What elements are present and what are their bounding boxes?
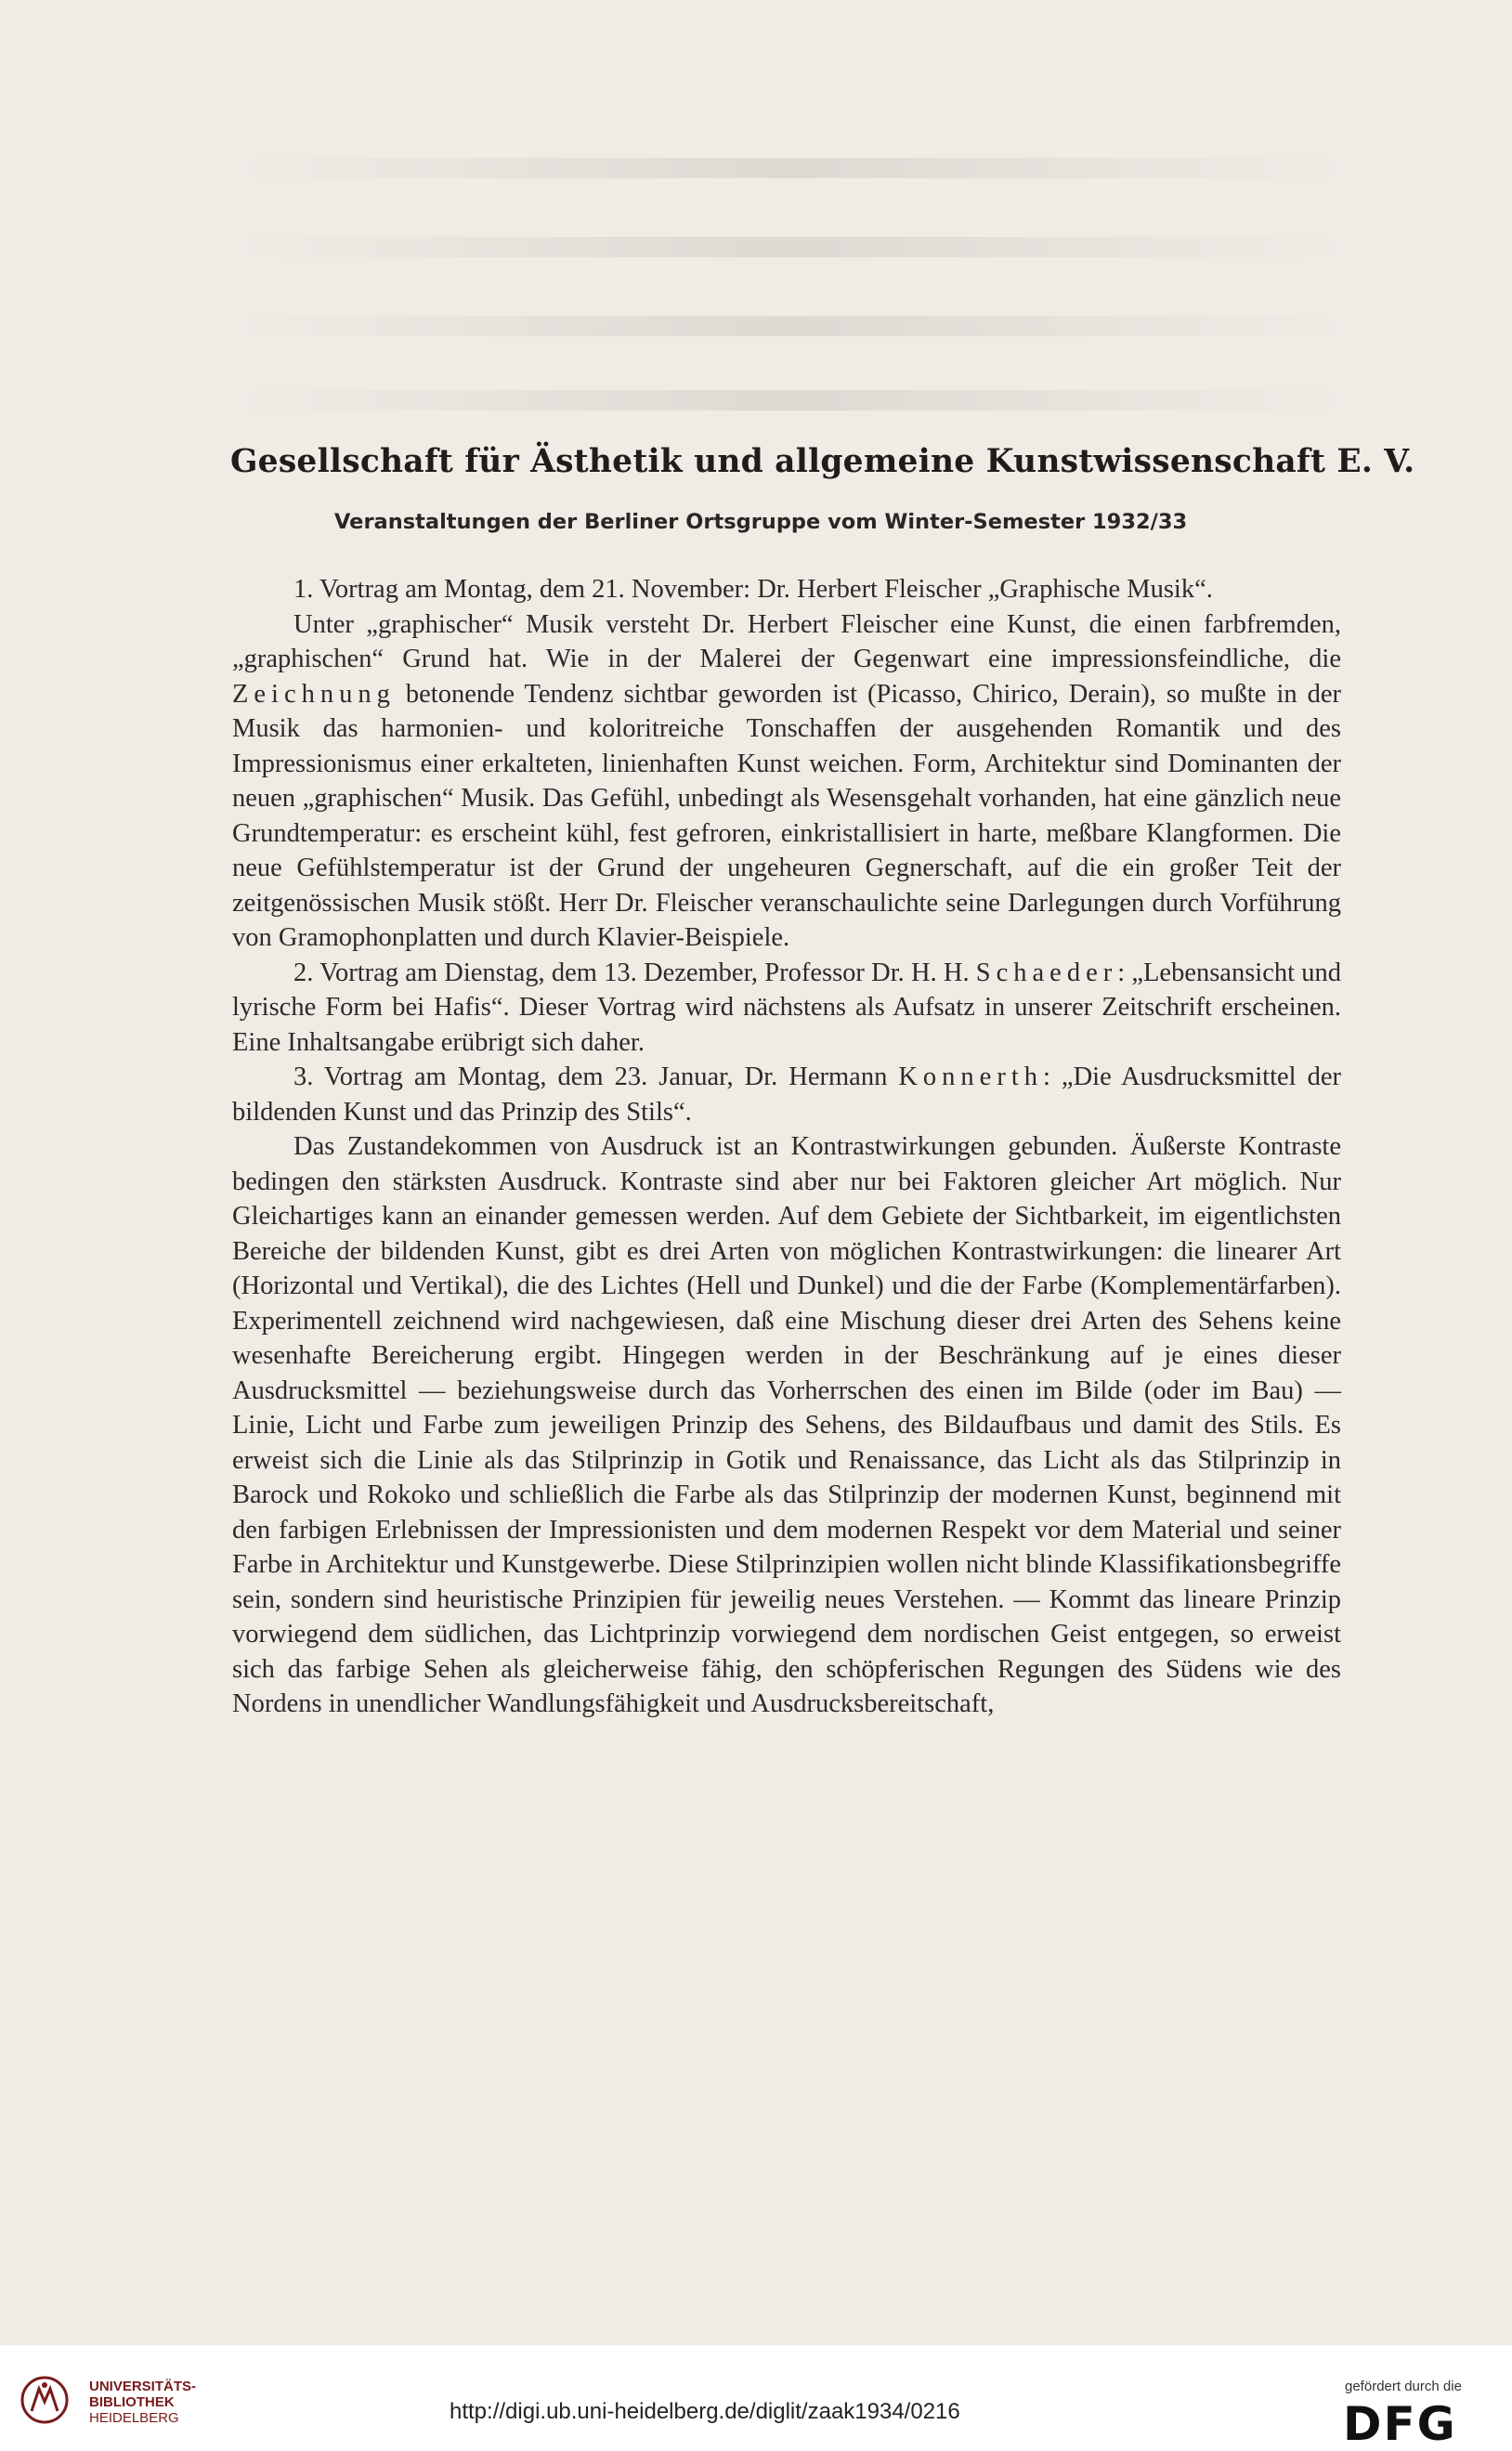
library-logo-text[interactable] bbox=[89, 2379, 196, 2426]
bleed-through-shadow bbox=[232, 237, 1347, 257]
paragraph-text: : „Lebensansicht und lyrische Form bei Hafis“. Dieser Vortrag wird nächstens als Aufsatz in unserer Zeitschrift erscheinen. Eine Inhaltsangabe erübrigt sich daher. bbox=[232, 958, 1341, 1057]
page-title: Gesellschaft für Ästhetik und allgemeine Kunstwissenschaft E. V. bbox=[230, 443, 1415, 480]
library-name-line: UNIVERSITÄTS- bbox=[89, 2379, 197, 2394]
dfg-logo[interactable]: DFG bbox=[1343, 2397, 1457, 2451]
university-seal-icon bbox=[19, 2374, 74, 2426]
viewer-footer bbox=[0, 2345, 1512, 2451]
page-subtitle: Veranstaltungen der Berliner Ortsgruppe vom Winter-Semester 1932/33 bbox=[334, 510, 1188, 534]
library-name-line: HEIDELBERG bbox=[89, 2410, 179, 2426]
bleed-through-shadow bbox=[232, 390, 1347, 411]
paragraph-text: Das Zustandekommen von Ausdruck ist an Kontrastwirkungen gebunden. Äußerste Kontraste bedingen den stärksten Ausdruck. Kontraste sind aber nur bei Faktoren gleicher Art möglich. Nur Gleichartiges kann an einander gemessen werden. Auf dem Gebiete der Sichtbarkeit, im eigentlichsten Bereiche der bildenden Kunst, gibt es drei Arten von möglichen Kontrastwirkungen: die linearer Art (Horizontal und Vertikal), die des Lichtes (Hell und Dunkel) und die der Farbe (Komplementärfarben). Experimentell zeichnend wird nachgewiesen, daß eine Mischung dieser drei Arten des Sehens keine wesenhafte Bereicherung ergibt. Hingegen werden in der Beschränkung auf je eines dieser Ausdrucksmittel — beziehungsweise durch das Vorherrschen des einen im Bilde (oder im Bau) — Linie, Licht und Farbe zum jeweiligen Prinzip des Sehens, des Bildaufbaus und damit des Stils. Es erweist sich die Linie als das Stilprinzip in Gotik und Renaissance, das Licht als das Stilprinzip in Barock und Rokoko und schließlich die Farbe als das Stilprinzip der modernen Kunst, beginnend mit den farbigen Erlebnissen der Impressionisten und dem modernen Respekt vor dem Material und seiner Farbe in Architektur und Kunstgewerbe. Diese Stilprinzipien wollen nicht blinde Klassifikationsbegriffe sein, sondern sind heuristische Prinzipien für jeweilig neues Verstehen. — Kommt das lineare Prinzip vorwiegend dem südlichen, das Lichtprinzip vorwiegend dem nordischen Geist entgegen, so erweist sich das farbige Sehen als gleicherweise fähig, den schöpferischen Regungen des Südens wie des Nordens in unendlicher Wandlungsfähigkeit und Ausdrucksbereitschaft, bbox=[232, 1132, 1341, 1718]
paragraph-text: betonende Tendenz sichtbar geworden ist (Picasso, Chirico, Derain), so mußte in der Musik das harmonien- und koloritreiche Tonschaffen der ausgehenden Romantik und des Impressionismus einer erkalteten, linienhaften Kunst weichen. Form, Architektur sind Dominanten der neuen „graphischen“ Musik. Das Gefühl, unbedingt als Wesensgehalt vorhanden, hat eine gänzlich neue Grundtemperatur: es erscheint kühl, fest gefroren, einkristallisiert in harte, meßbare Klangformen. Die neue Gefühlstemperatur ist der Grund der ungeheuren Gegnerschaft, auf die ein großer Teit der zeitgenössischen Musik stößt. Herr Dr. Fleischer veranschaulichte seine Darlegungen durch Vorführung von Gramophonplatten und durch Klavier-Beispiele. bbox=[232, 679, 1341, 952]
bleed-through-shadow bbox=[232, 316, 1347, 336]
funding-note: gefördert durch die bbox=[1345, 2379, 1462, 2394]
paragraph-text: : „Die Ausdrucksmittel der bildenden Kunst und das Prinzip des Stils“. bbox=[232, 1063, 1341, 1127]
library-name-line: BIBLIOTHEK bbox=[89, 2394, 175, 2410]
paragraph-text: Unter „graphischer“ Musik versteht Dr. Herbert Fleischer eine Kunst, die einen farbfremden, „graphischen“ Grund hat. Wie in der Malerei der Gegenwart eine impressionsfeindliche, die bbox=[232, 609, 1341, 673]
paragraph-lecture-1-summary bbox=[232, 607, 1341, 956]
paragraph-text: 2. Vortrag am Dienstag, dem 13. Dezember, Professor Dr. H. H. bbox=[293, 958, 976, 987]
speaker-name: Schaeder bbox=[975, 958, 1118, 987]
paragraph-lecture-3-summary bbox=[232, 1129, 1341, 1722]
article-body bbox=[232, 572, 1341, 1722]
paragraph-lecture-1 bbox=[232, 572, 1341, 607]
paragraph-lecture-3 bbox=[232, 1060, 1341, 1129]
paragraph-text: 1. Vortrag am Montag, dem 21. November: Dr. Herbert Fleischer „Graphische Musik“. bbox=[293, 575, 1213, 604]
paragraph-text: 3. Vortrag am Montag, dem 23. Januar, Dr. Hermann bbox=[293, 1063, 899, 1091]
emphasized-word: Zeichnung bbox=[232, 679, 396, 709]
paragraph-lecture-2 bbox=[232, 956, 1341, 1061]
permalink-url[interactable]: http://digi.ub.uni-heidelberg.de/diglit/zaak1934/0216 bbox=[450, 2399, 960, 2424]
speaker-name: Konnerth bbox=[898, 1063, 1043, 1091]
bleed-through-shadow bbox=[232, 158, 1347, 178]
